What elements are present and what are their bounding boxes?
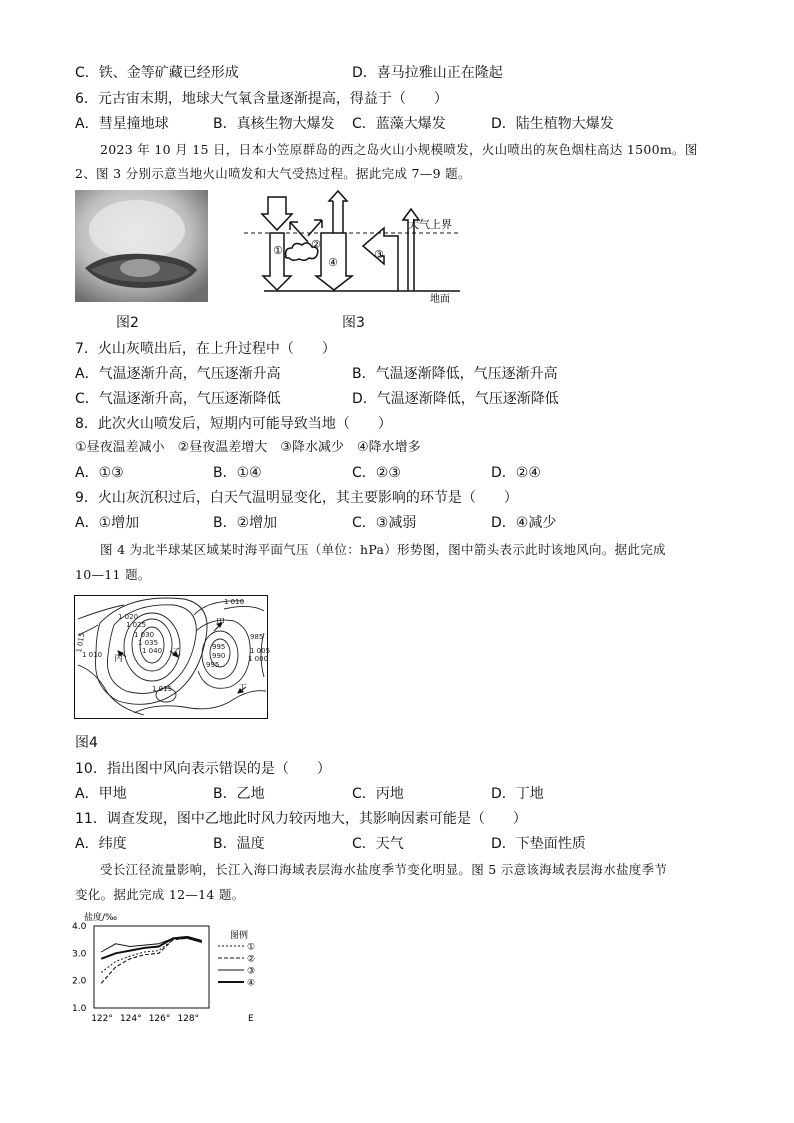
series-line-4	[101, 937, 202, 959]
isobar-label: 1 005	[250, 647, 271, 655]
q7-option-a: A．气温逐渐升高，气压逐渐升高	[75, 366, 281, 382]
legend-title: 图例	[230, 931, 249, 941]
ground-label: 地面	[430, 294, 450, 305]
marker-1: ①	[273, 244, 283, 257]
q7-option-c: C．气温逐渐升高，气压逐渐降低	[75, 391, 281, 407]
x-tick-label: 122°	[91, 1014, 113, 1024]
isobar-label: 1 000	[248, 655, 269, 663]
isobar-label: 995	[206, 661, 220, 669]
isobar-label: 1 010	[82, 651, 103, 659]
series-line-3	[101, 938, 202, 952]
isobar-map	[74, 595, 271, 719]
fig4-caption: 图4	[75, 735, 98, 751]
q11-option-a: A．纬度	[75, 836, 127, 852]
x-tick-label: 124°	[119, 1014, 142, 1024]
place-ding: 丁	[238, 684, 248, 694]
intro-7-9-line1: 2023 年 10 月 15 日，日本小笠原群岛的西之岛火山小规模喷发，火山喷出的灰色烟柱高达 1500m。图	[100, 142, 698, 157]
legend-label-1: ①	[247, 942, 256, 953]
q8-items: ①昼夜温差减小 ②昼夜温差增大 ③降水减少 ④降水增多	[75, 440, 421, 455]
q6-option-a: A．彗星撞地球	[75, 116, 169, 132]
intro-12-14-line2: 变化。据此完成 12—14 题。	[75, 887, 245, 902]
isobar-label: 1 020	[118, 613, 139, 621]
q8-option-a: A．①③	[75, 465, 124, 481]
place-bing: 丙	[114, 654, 124, 664]
y-tick-label: 1.0	[72, 1004, 87, 1014]
q8-stem: 8．此次火山喷发后，短期内可能导致当地（ ）	[75, 416, 392, 432]
q9-option-a: A．①增加	[75, 515, 140, 531]
fig2-caption: 图2	[116, 315, 139, 331]
q5-option-d: D．喜马拉雅山正在隆起	[352, 65, 503, 81]
marker-2: ②	[311, 238, 321, 251]
q10-option-c: C．丙地	[352, 786, 404, 802]
fig3-caption: 图3	[342, 315, 365, 331]
isobar-label: 1 015	[75, 632, 87, 654]
x-tick-label: 126°	[148, 1014, 171, 1024]
heating-diagram	[238, 190, 468, 305]
y-axis-label: 盐度/‰	[84, 913, 118, 923]
q7-option-d: D．气温逐渐降低，气压逐渐降低	[352, 391, 559, 407]
isobar-label: 990	[212, 652, 226, 660]
q7-option-b: B．气温逐渐降低，气压逐渐升高	[352, 366, 558, 382]
legend-label-3: ③	[247, 966, 256, 977]
marker-3: ③	[374, 248, 384, 261]
salinity-chart	[70, 908, 270, 1028]
atmosphere-top-label: 大气上界	[408, 218, 452, 231]
isobar-label: 1 010	[224, 598, 245, 606]
intro-10-11-line1: 图 4 为北半球某区域某时海平面气压（单位：hPa）形势图，图中箭头表示此时该地风向。据此完成	[100, 542, 666, 557]
x-axis-unit: E	[248, 1014, 254, 1024]
x-tick-label: 128°	[177, 1014, 200, 1024]
legend-label-2: ②	[247, 954, 256, 965]
q6-option-d: D．陆生植物大爆发	[491, 116, 614, 132]
volcano-photo	[75, 190, 208, 302]
q11-stem: 11．调查发现，图中乙地此时风力较丙地大，其影响因素可能是（ ）	[75, 811, 527, 827]
q9-option-b: B．②增加	[213, 515, 278, 531]
q11-option-d: D．下垫面性质	[491, 836, 586, 852]
q10-option-a: A．甲地	[75, 786, 127, 802]
q10-option-b: B．乙地	[213, 786, 265, 802]
q5-option-c: C．铁、金等矿藏已经形成	[75, 65, 239, 81]
q7-stem: 7．火山灰喷出后，在上升过程中（ ）	[75, 341, 336, 357]
marker-4: ④	[328, 256, 338, 269]
place-jia: 甲	[216, 618, 226, 628]
q10-option-d: D．丁地	[491, 786, 544, 802]
q9-stem: 9．火山灰沉积过后，白天气温明显变化，其主要影响的环节是（ ）	[75, 490, 518, 506]
q8-option-b: B．①④	[213, 465, 262, 481]
isobar-label: 1 040	[142, 647, 163, 655]
q9-option-d: D．④减少	[491, 515, 557, 531]
q6-option-b: B．真核生物大爆发	[213, 116, 335, 132]
isobar-label: 985	[250, 633, 264, 641]
isobar-label: 1 035	[138, 639, 159, 647]
y-tick-label: 3.0	[72, 949, 87, 960]
q10-stem: 10．指出图中风向表示错误的是（ ）	[75, 761, 331, 777]
isobar-label: 1 030	[134, 631, 155, 639]
place-yi: 乙	[172, 648, 182, 658]
isobar-label: 1 015	[152, 685, 173, 693]
q11-option-b: B．温度	[213, 836, 265, 852]
q8-option-c: C．②③	[352, 465, 401, 481]
q11-option-c: C．天气	[352, 836, 404, 852]
intro-7-9-line2: 2、图 3 分别示意当地火山喷发和大气受热过程。据此完成 7—9 题。	[75, 166, 471, 181]
intro-12-14-line1: 受长江径流量影响，长江入海口海域表层海水盐度季节变化明显。图 5 示意该海域表层海水盐度季节	[100, 862, 668, 877]
q6-option-c: C．蓝藻大爆发	[352, 116, 446, 132]
y-tick-label: 2.0	[72, 976, 87, 987]
intro-10-11-line2: 10—11 题。	[75, 567, 151, 582]
isobar-label: 1 025	[126, 621, 147, 629]
q8-option-d: D．②④	[491, 465, 541, 481]
isobar-label: 995	[212, 643, 226, 651]
q6-stem: 6．元古宙末期，地球大气氧含量逐渐提高，得益于（ ）	[75, 91, 448, 107]
series-line-2	[101, 938, 202, 983]
q9-option-c: C．③减弱	[352, 515, 417, 531]
y-tick-label: 4.0	[72, 922, 87, 932]
legend-label-4: ④	[247, 978, 256, 989]
